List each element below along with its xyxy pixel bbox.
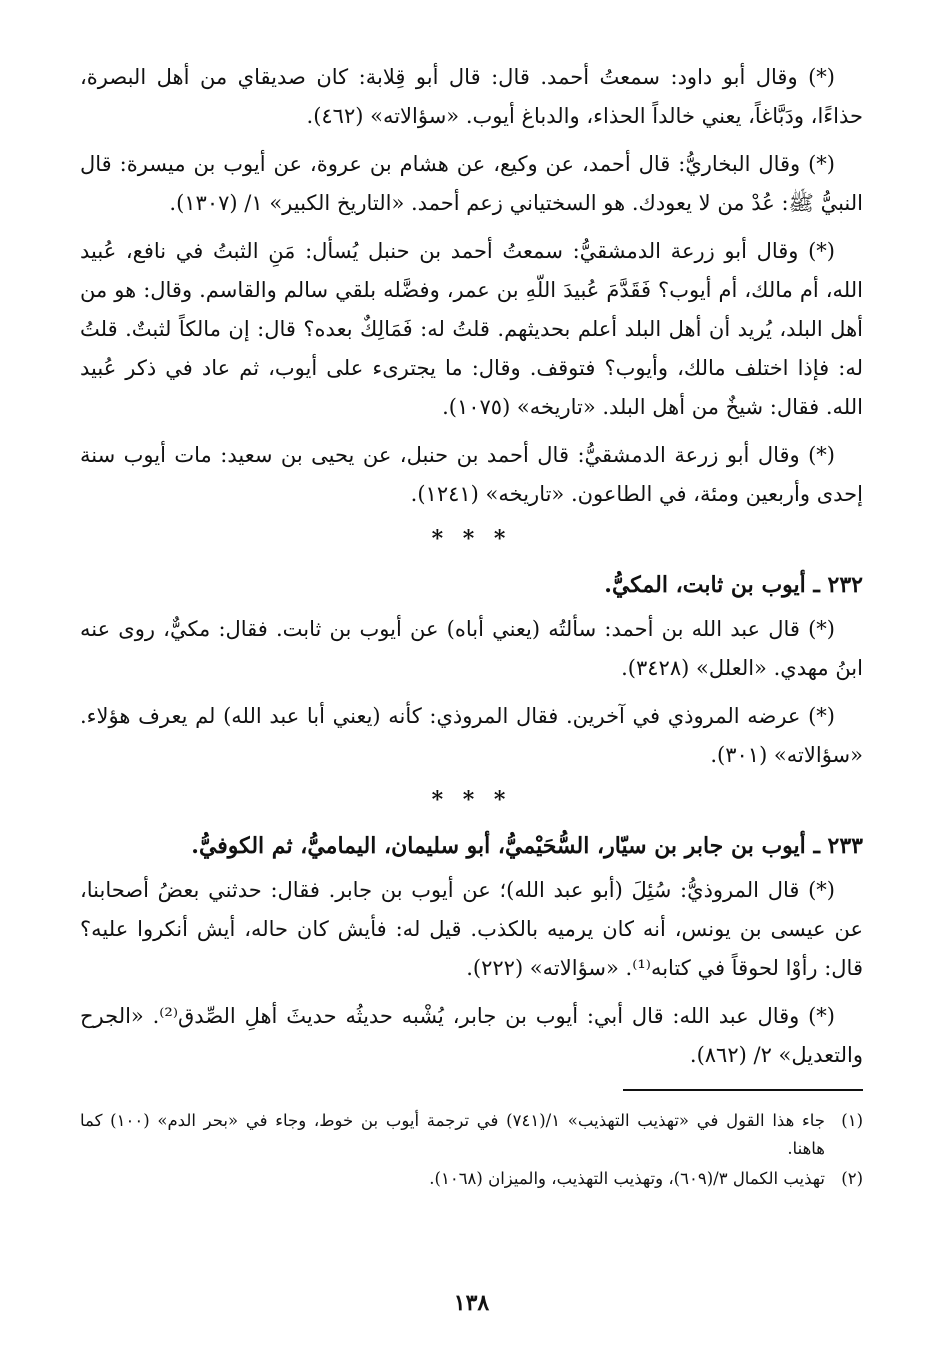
footnotes <box>80 1107 863 1193</box>
footnote-item <box>80 1165 863 1193</box>
entry-232-paragraph: (*) عرضه المروذي في آخرين. فقال المروذي: كأنه (يعني أبا عبد الله) لم يعرف هؤلاء. «سؤالاته» (٣٠١). <box>80 704 863 767</box>
page-number: ١٣٨ <box>453 1290 490 1316</box>
section-separator: * * * <box>431 526 512 552</box>
entry-233-paragraph: (*) وقال عبد الله: قال أبي: أيوب بن جابر، يُشْبه حديثُه حديثَ أهلِ الصِّدق⁽²⁾. «الجرح والتعديل» ٢/ (٨٦٢). <box>80 1004 863 1067</box>
footnote-text: تهذيب الكمال ٣/(٦٠٩)، وتهذيب التهذيب، والميزان (١٠٦٨). <box>429 1169 825 1188</box>
footnote-divider <box>623 1089 863 1091</box>
footnote-item <box>80 1107 863 1163</box>
paragraph-bukhari: (*) وقال البخاريُّ: قال أحمد، عن وكيع، عن هشام بن عروة، عن أيوب بن ميسرة: قال النبيُّ ﷺ: عُدْ من لا يعودك. هو السختياني زعم أحمد. «التاريخ الكبير» ١/ (١٣٠٧). <box>80 152 863 215</box>
paragraph-abu-dawud: (*) وقال أبو داود: سمعتُ أحمد. قال: قال أبو قِلابة: كان صديقاي من أهل البصرة، حذاءًا، ودَبَّاغاً، يعني خالداً الحذاء، والدباغ أيوب. «سؤالاته» (٤٦٢). <box>80 65 863 128</box>
paragraph-abu-zura-2: (*) وقال أبو زرعة الدمشقيُّ: قال أحمد بن حنبل، عن يحيى بن سعيد: مات أيوب سنة إحدى وأربعين ومئة، في الطاعون. «تاريخه» (١٢٤١). <box>80 443 863 506</box>
footnote-number: (١) <box>841 1111 863 1130</box>
footnote-text: جاء هذا القول في «تهذيب التهذيب» ١/(٧٤١) في ترجمة أيوب بن خوط، وجاء في «بحر الدم» (١٠٠) كما هاهنا. <box>80 1111 825 1158</box>
entry-233-paragraph: (*) قال المروذيُّ: سُئِلَ (أبو عبد الله)؛ عن أيوب بن جابر. فقال: حدثني بعضُ أصحابنا، عن عيسى بن يونس، أنه كان يرميه بالكذب. قيل له: فأيش كان حاله، أيش أنكروا عليه؟ قال: رأوْا لحوقاً في كتابه⁽¹⁾. «سؤالاته» (٢٢٢). <box>80 878 863 980</box>
entry-232-title: ٢٣٢ ـ أيوب بن ثابت، المكيُّ. <box>604 572 863 598</box>
section-separator: * * * <box>431 787 512 813</box>
entry-232-paragraph: (*) قال عبد الله بن أحمد: سألتُه (يعني أباه) عن أيوب بن ثابت. فقال: مكيٌّ، روى عنه ابنُ مهدي. «العلل» (٣٤٢٨). <box>80 617 863 680</box>
paragraph-abu-zura-1: (*) وقال أبو زرعة الدمشقيُّ: سمعتُ أحمد بن حنبل يُسأل: مَنِ الثبتُ في نافع، عُبيد الله، أم مالك، أم أيوب؟ فَقَدَّمَ عُبيدَ اللّهِ بن عمر، وفضَّله بلقي سالم والقاسم. وقال: هو من أهل البلد، يُريد أن أهل البلد أعلم بحديثهم. قلتُ له: فَمَالِكٌ بعده؟ قال: إن مالكاً لثبتٌ. قلتُ له: فإذا اختلف مالك، وأيوب؟ فتوقف. وقال: ما يجترىء على أيوب، ثم عاد في ذكر عُبيد الله. فقال: شيخٌ من أهل البلد. «تاريخه» (١٠٧٥). <box>80 239 863 419</box>
footnote-number: (٢) <box>841 1169 863 1188</box>
entry-233-title: ٢٣٣ ـ أيوب بن جابر بن سيّار، السُّحَيْميُّ، أبو سليمان، اليماميُّ، ثم الكوفيُّ. <box>191 833 863 859</box>
